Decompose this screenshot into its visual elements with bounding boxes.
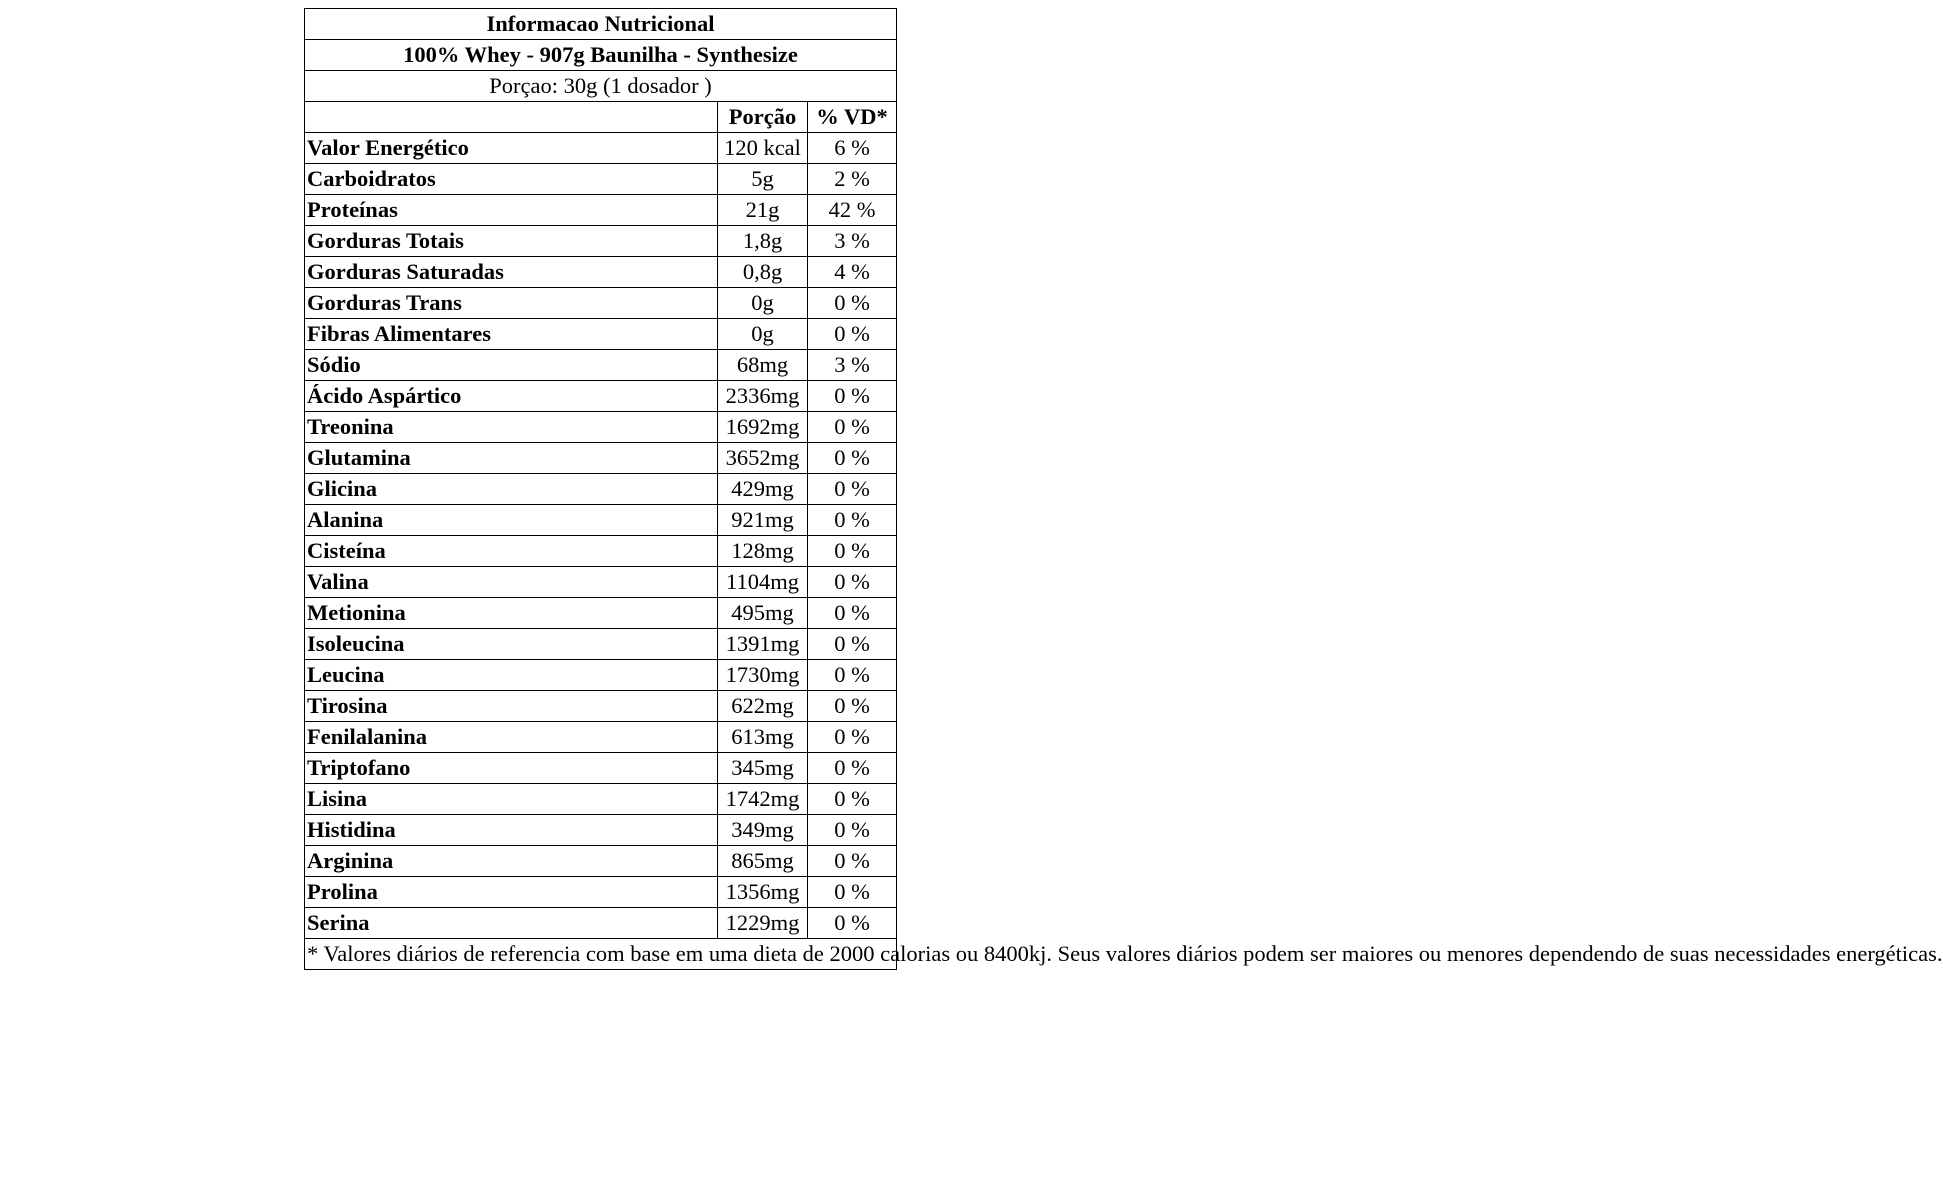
serving-size: Porçao: 30g (1 dosador ) [305,71,897,102]
nutrient-portion: 1742mg [718,784,808,815]
nutrient-dv: 0 % [808,536,897,567]
nutrient-name: Gorduras Saturadas [305,257,718,288]
nutrient-portion: 1356mg [718,877,808,908]
nutrient-row [305,753,897,784]
nutrient-portion: 622mg [718,691,808,722]
nutrient-portion: 349mg [718,815,808,846]
nutrient-name: Tirosina [305,691,718,722]
nutrient-portion: 5g [718,164,808,195]
nutrient-dv: 3 % [808,226,897,257]
nutrient-dv: 0 % [808,443,897,474]
nutrient-dv: 0 % [808,722,897,753]
nutrient-name: Ácido Aspártico [305,381,718,412]
nutrient-row [305,598,897,629]
nutrient-portion: 2336mg [718,381,808,412]
footnote-row [305,939,897,970]
nutrient-name: Histidina [305,815,718,846]
nutrient-dv: 0 % [808,412,897,443]
nutrient-dv: 0 % [808,629,897,660]
nutrient-portion: 21g [718,195,808,226]
nutrient-portion: 1391mg [718,629,808,660]
nutrient-row [305,474,897,505]
nutrient-row [305,195,897,226]
nutrient-name: Sódio [305,350,718,381]
nutrient-name: Serina [305,908,718,939]
nutrient-name: Fenilalanina [305,722,718,753]
nutrient-row [305,350,897,381]
nutrition-label [304,8,1943,970]
nutrient-name: Carboidratos [305,164,718,195]
nutrient-dv: 0 % [808,505,897,536]
nutrient-portion: 1730mg [718,660,808,691]
nutrient-row [305,133,897,164]
nutrient-name: Isoleucina [305,629,718,660]
nutrient-dv: 0 % [808,784,897,815]
nutrient-portion: 1104mg [718,567,808,598]
nutrition-table [304,8,1943,970]
nutrient-name: Lisina [305,784,718,815]
nutrient-name: Valor Energético [305,133,718,164]
footnote: * Valores diários de referencia com base em uma dieta de 2000 calorias ou 8400kj. Seus valores diários podem ser maiores ou menores dependendo de suas necessidades energéticas. [305,939,897,970]
nutrient-row [305,629,897,660]
nutrient-dv: 4 % [808,257,897,288]
nutrient-dv: 0 % [808,753,897,784]
nutrient-dv: 2 % [808,164,897,195]
nutrient-name: Metionina [305,598,718,629]
nutrient-row [305,846,897,877]
nutrient-dv: 0 % [808,691,897,722]
nutrient-portion: 120 kcal [718,133,808,164]
nutrient-row [305,381,897,412]
nutrient-dv: 3 % [808,350,897,381]
header-empty-cell [305,102,718,133]
nutrient-row [305,288,897,319]
nutrient-dv: 0 % [808,381,897,412]
nutrient-name: Gorduras Trans [305,288,718,319]
nutrient-dv: 0 % [808,288,897,319]
product-row [305,40,897,71]
nutrient-name: Prolina [305,877,718,908]
nutrient-dv: 0 % [808,598,897,629]
title-row [305,9,897,40]
nutrient-portion: 0g [718,319,808,350]
nutrient-portion: 495mg [718,598,808,629]
nutrient-row [305,319,897,350]
nutrient-name: Glutamina [305,443,718,474]
table-title: Informacao Nutricional [305,9,897,40]
nutrient-dv: 0 % [808,877,897,908]
nutrient-row [305,505,897,536]
nutrient-portion: 1692mg [718,412,808,443]
nutrient-dv: 0 % [808,474,897,505]
nutrient-row [305,815,897,846]
nutrient-portion: 1229mg [718,908,808,939]
nutrient-row [305,164,897,195]
nutrient-row [305,784,897,815]
nutrient-dv: 0 % [808,815,897,846]
nutrient-row [305,877,897,908]
nutrient-dv: 6 % [808,133,897,164]
nutrient-name: Treonina [305,412,718,443]
nutrient-row [305,722,897,753]
nutrient-row [305,908,897,939]
nutrient-dv: 0 % [808,846,897,877]
header-portion: Porção [718,102,808,133]
nutrient-row [305,257,897,288]
nutrient-name: Cisteína [305,536,718,567]
nutrient-name: Valina [305,567,718,598]
nutrient-portion: 0,8g [718,257,808,288]
nutrient-name: Alanina [305,505,718,536]
nutrient-dv: 0 % [808,660,897,691]
nutrient-row [305,443,897,474]
header-row [305,102,897,133]
nutrient-name: Glicina [305,474,718,505]
nutrient-row [305,691,897,722]
nutrient-portion: 613mg [718,722,808,753]
nutrient-row [305,660,897,691]
nutrient-name: Gorduras Totais [305,226,718,257]
nutrient-name: Fibras Alimentares [305,319,718,350]
nutrient-dv: 42 % [808,195,897,226]
nutrient-row [305,536,897,567]
nutrient-portion: 0g [718,288,808,319]
nutrient-name: Leucina [305,660,718,691]
nutrient-row [305,412,897,443]
nutrient-row [305,567,897,598]
nutrient-portion: 865mg [718,846,808,877]
nutrient-dv: 0 % [808,908,897,939]
nutrient-dv: 0 % [808,567,897,598]
nutrient-name: Arginina [305,846,718,877]
nutrient-portion: 3652mg [718,443,808,474]
nutrient-dv: 0 % [808,319,897,350]
nutrient-portion: 429mg [718,474,808,505]
nutrient-name: Triptofano [305,753,718,784]
header-dv: % VD* [808,102,897,133]
nutrient-name: Proteínas [305,195,718,226]
product-name: 100% Whey - 907g Baunilha - Synthesize [305,40,897,71]
nutrient-portion: 1,8g [718,226,808,257]
nutrient-portion: 128mg [718,536,808,567]
serving-row [305,71,897,102]
nutrient-portion: 921mg [718,505,808,536]
nutrient-row [305,226,897,257]
nutrient-portion: 68mg [718,350,808,381]
nutrient-portion: 345mg [718,753,808,784]
